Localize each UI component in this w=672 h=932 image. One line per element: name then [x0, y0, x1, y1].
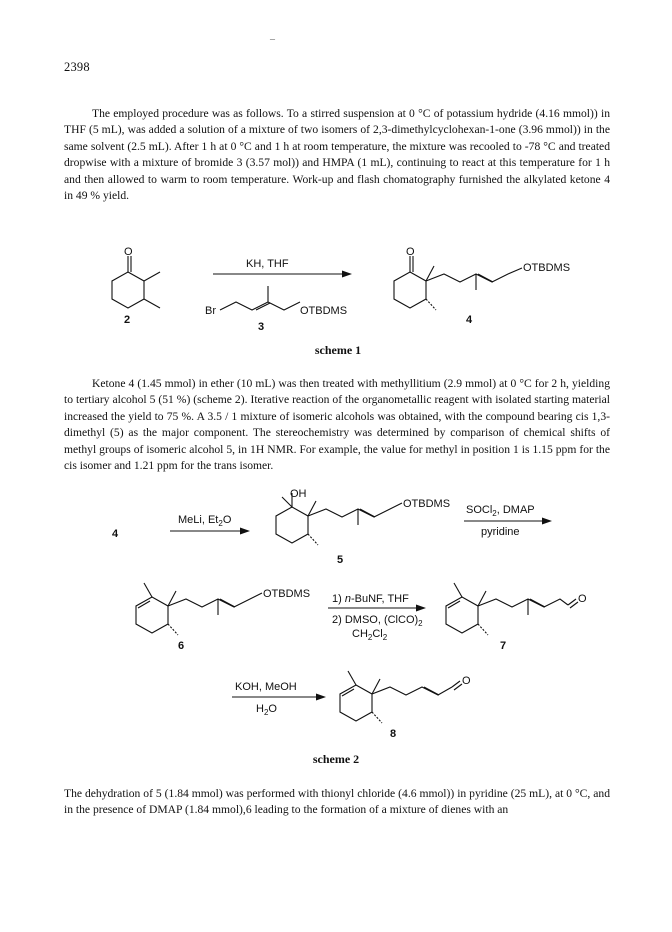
- compound-number-8: 8: [390, 728, 397, 740]
- reagent-pyridine: pyridine: [481, 526, 520, 538]
- otbdms-label-6: OTBDMS: [263, 588, 311, 600]
- paragraph-dehydration: The dehydration of 5 (1.84 mmol) was performed with thionyl chloride (4.6 mmol)) in pyridine (25 mL), at 0 °C, and in the presence of DMAP (1.84 mmol),6 leading to the formation of a mixture of dienes with an: [64, 787, 610, 817]
- compound-number-7: 7: [500, 640, 507, 652]
- aldehyde-oxygen-7: O: [578, 593, 587, 605]
- paragraph-ketone-text: Ketone 4 (1.45 mmol) in ether (10 mL) was then treated with methyllitium (2.9 mmol) at 0 °C for 2 h, yielding to tertiary alcohol 5 (51 %) (scheme 2). Iterative reaction of the organometallic reagent with isolated starting material increased the yield to 75 %. A 3.5 / 1 mixture of isomeric alcohols was obtained, with the compound bearing cis 1,3-dimethyl (5) as the major component. The stereochemistry was determined by comparison of chemical shifts of methyl groups of isomeric alcohol 5, in 1H NMR. For example, the value for methyl in position 1 is 1.15 ppm for the cis isomer and 1.21 ppm for the trans isomer.: [64, 377, 610, 473]
- hydroxyl-label: OH: [290, 488, 307, 500]
- compound-8-structure: [340, 671, 471, 723]
- scheme-1-figure: [0, 240, 672, 340]
- otbdms-label-5: OTBDMS: [403, 498, 451, 510]
- compound-number-5: 5: [337, 554, 344, 566]
- compound-3-structure: [205, 286, 347, 317]
- bromine-label: Br: [205, 305, 216, 317]
- top-mark: –: [270, 34, 275, 45]
- reagent-ch2cl2: $CH_2Cl_2$: [352, 628, 388, 642]
- scheme-1-reagent: KH, THF: [246, 258, 289, 270]
- compound-number-2: 2: [124, 314, 131, 326]
- paragraph-procedure: The employed procedure was as follows. To a stirred suspension at 0 °C of potassium hydride (4.16 mmol)) in THF (5 mL), was added a solution of a mixture of two isomers of 2,3-dimethylcyclohexan-1-one (3.96 mmol)) in the same solvent (2.5 mL). After 1 h at 0 °C and 1 h at room temperature, the mixture was recooled to -78 °C and treated dropwise with a mixture of bromide 3 (3.57 mol)) and HMPA (1 mL), continuing to react at this temperature for 1 h and then allowed to warm to room temperature. Work-up and flash chomatography furnished the alkylated ketone 4 in 49 % yield.: [64, 107, 610, 203]
- otbdms-label-3: OTBDMS: [300, 305, 348, 317]
- page-number: 2398: [64, 60, 90, 74]
- reagent-socl2: SOCl$_2$, DMAP: [466, 504, 535, 518]
- oxygen-label-4: O: [406, 246, 415, 258]
- reagent-dmso: 2) DMSO, $(ClCO)_2$: [332, 614, 423, 628]
- scheme-1-caption: scheme 1: [314, 343, 362, 357]
- scheme-2-start-number: 4: [112, 528, 119, 540]
- compound-number-6: 6: [178, 640, 185, 652]
- oxygen-label: O: [124, 246, 133, 258]
- compound-6-structure: [136, 583, 310, 635]
- scheme-2-caption: scheme 2: [312, 752, 360, 766]
- paragraph-ketone: [64, 376, 610, 474]
- compound-5-structure: [276, 488, 450, 545]
- compound-7-structure: [446, 583, 587, 635]
- compound-number-3: 3: [258, 321, 265, 333]
- compound-2-structure: [112, 246, 160, 308]
- compound-4-structure: [394, 246, 570, 310]
- reagent-bunf: 1) n-BuNF, THF: [332, 593, 409, 605]
- compound-number-4: 4: [466, 314, 473, 326]
- reagent-koh: KOH, MeOH: [235, 681, 297, 693]
- aldehyde-oxygen-8: O: [462, 675, 471, 687]
- reagent-meli: MeLi, $Et_2O$: [178, 514, 232, 528]
- reagent-water: $H_2O$: [256, 703, 277, 717]
- scheme-2-figure: [0, 485, 672, 755]
- otbdms-label-4: OTBDMS: [523, 262, 571, 274]
